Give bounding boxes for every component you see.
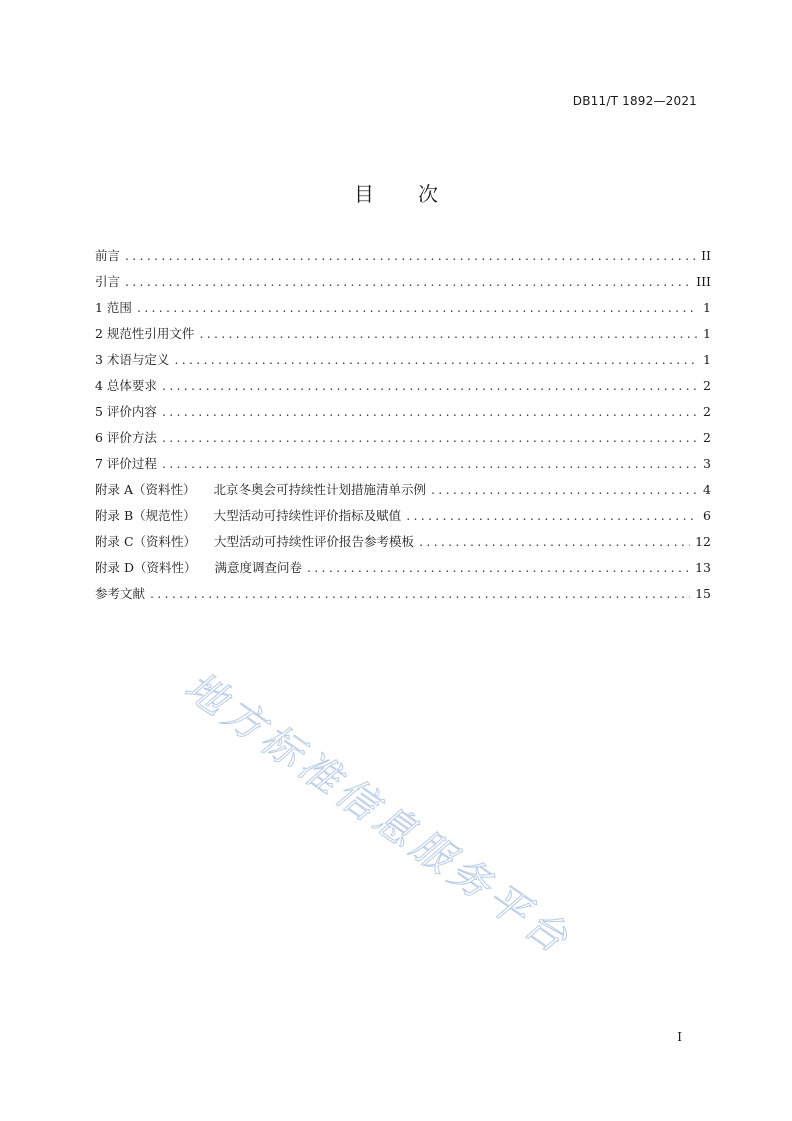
toc-entry-label [95, 272, 120, 290]
toc-dot-leader [406, 508, 698, 523]
toc-entry[interactable] [95, 298, 711, 324]
toc-entry-page: 4 [703, 482, 711, 497]
toc-entry-page: III [696, 274, 711, 289]
toc-entry-heading: 1 范围 [95, 300, 132, 315]
document-id: DB11/T 1892—2021 [572, 94, 697, 108]
page-title [0, 178, 792, 207]
toc-entry[interactable] [95, 584, 711, 610]
toc-entry-page: 2 [703, 378, 711, 393]
table-of-contents [95, 246, 711, 610]
toc-entry-annex-title: 北京冬奥会可持续性计划措施清单示例 [213, 482, 427, 497]
toc-entry-label [95, 454, 157, 472]
toc-entry-page: 3 [703, 456, 711, 471]
toc-entry-heading: 附录 B（规范性） [95, 508, 196, 523]
page-title-left: 目 [354, 182, 374, 206]
toc-entry-heading: 参考文献 [95, 586, 146, 601]
toc-entry-label [95, 480, 426, 498]
toc-entry-page: 15 [695, 586, 711, 601]
toc-entry-label [95, 584, 145, 602]
toc-dot-leader [431, 482, 698, 497]
toc-entry-heading: 2 规范性引用文件 [95, 326, 195, 341]
toc-entry[interactable] [95, 246, 711, 272]
toc-dot-leader [162, 456, 698, 471]
toc-entry-label [95, 324, 194, 342]
toc-entry[interactable] [95, 428, 711, 454]
toc-entry[interactable] [95, 350, 711, 376]
toc-entry-heading: 附录 C（资料性） [95, 534, 197, 549]
toc-dot-leader [150, 586, 690, 601]
toc-entry-page: II [701, 248, 711, 263]
toc-dot-leader [199, 326, 698, 341]
toc-entry-annex-title: 大型活动可持续性评价报告参考模板 [214, 534, 415, 549]
page-title-right: 次 [418, 182, 438, 206]
toc-dot-leader [162, 430, 698, 445]
toc-dot-leader [307, 560, 690, 575]
toc-entry-label [95, 298, 132, 316]
toc-entry-annex-title: 满意度调查问卷 [214, 560, 303, 575]
toc-entry-label [95, 350, 169, 368]
toc-entry-heading: 4 总体要求 [95, 378, 157, 393]
toc-entry-page: 2 [703, 404, 711, 419]
toc-dot-leader [125, 248, 696, 263]
toc-entry[interactable] [95, 402, 711, 428]
toc-dot-leader [137, 300, 698, 315]
toc-entry[interactable] [95, 272, 711, 298]
toc-entry-page: 12 [695, 534, 711, 549]
toc-dot-leader [419, 534, 690, 549]
toc-entry-label [95, 428, 157, 446]
toc-entry-heading: 6 评价方法 [95, 430, 157, 445]
toc-entry-heading: 5 评价内容 [95, 404, 157, 419]
toc-entry-page: 13 [695, 560, 711, 575]
toc-entry-heading: 附录 A（资料性） [95, 482, 196, 497]
toc-entry-heading: 引言 [95, 274, 121, 289]
toc-dot-leader [162, 404, 698, 419]
toc-entry-annex-title: 大型活动可持续性评价指标及赋值 [213, 508, 402, 523]
toc-entry-page: 6 [703, 508, 711, 523]
toc-entry-label [95, 558, 302, 576]
toc-entry[interactable] [95, 324, 711, 350]
toc-entry-page: 1 [703, 326, 711, 341]
toc-entry-page: 1 [703, 352, 711, 367]
toc-entry[interactable] [95, 376, 711, 402]
toc-entry[interactable] [95, 480, 711, 506]
toc-dot-leader [174, 352, 698, 367]
toc-entry-label [95, 506, 401, 524]
toc-entry-page: 1 [703, 300, 711, 315]
watermark: 地方标准信息服务平台 [176, 663, 580, 965]
toc-entry-label [95, 402, 157, 420]
toc-entry-heading: 7 评价过程 [95, 456, 157, 471]
toc-entry-label [95, 532, 414, 550]
toc-entry[interactable] [95, 558, 711, 584]
toc-entry-heading: 前言 [95, 248, 121, 263]
toc-entry-heading: 附录 D（资料性） [95, 560, 197, 575]
toc-entry-label [95, 246, 120, 264]
toc-dot-leader [125, 274, 691, 289]
page-number: I [677, 1030, 682, 1044]
toc-entry-heading: 3 术语与定义 [95, 352, 170, 367]
toc-dot-leader [162, 378, 698, 393]
toc-entry-page: 2 [703, 430, 711, 445]
toc-entry-label [95, 376, 157, 394]
toc-entry[interactable] [95, 506, 711, 532]
toc-entry[interactable] [95, 454, 711, 480]
toc-entry[interactable] [95, 532, 711, 558]
